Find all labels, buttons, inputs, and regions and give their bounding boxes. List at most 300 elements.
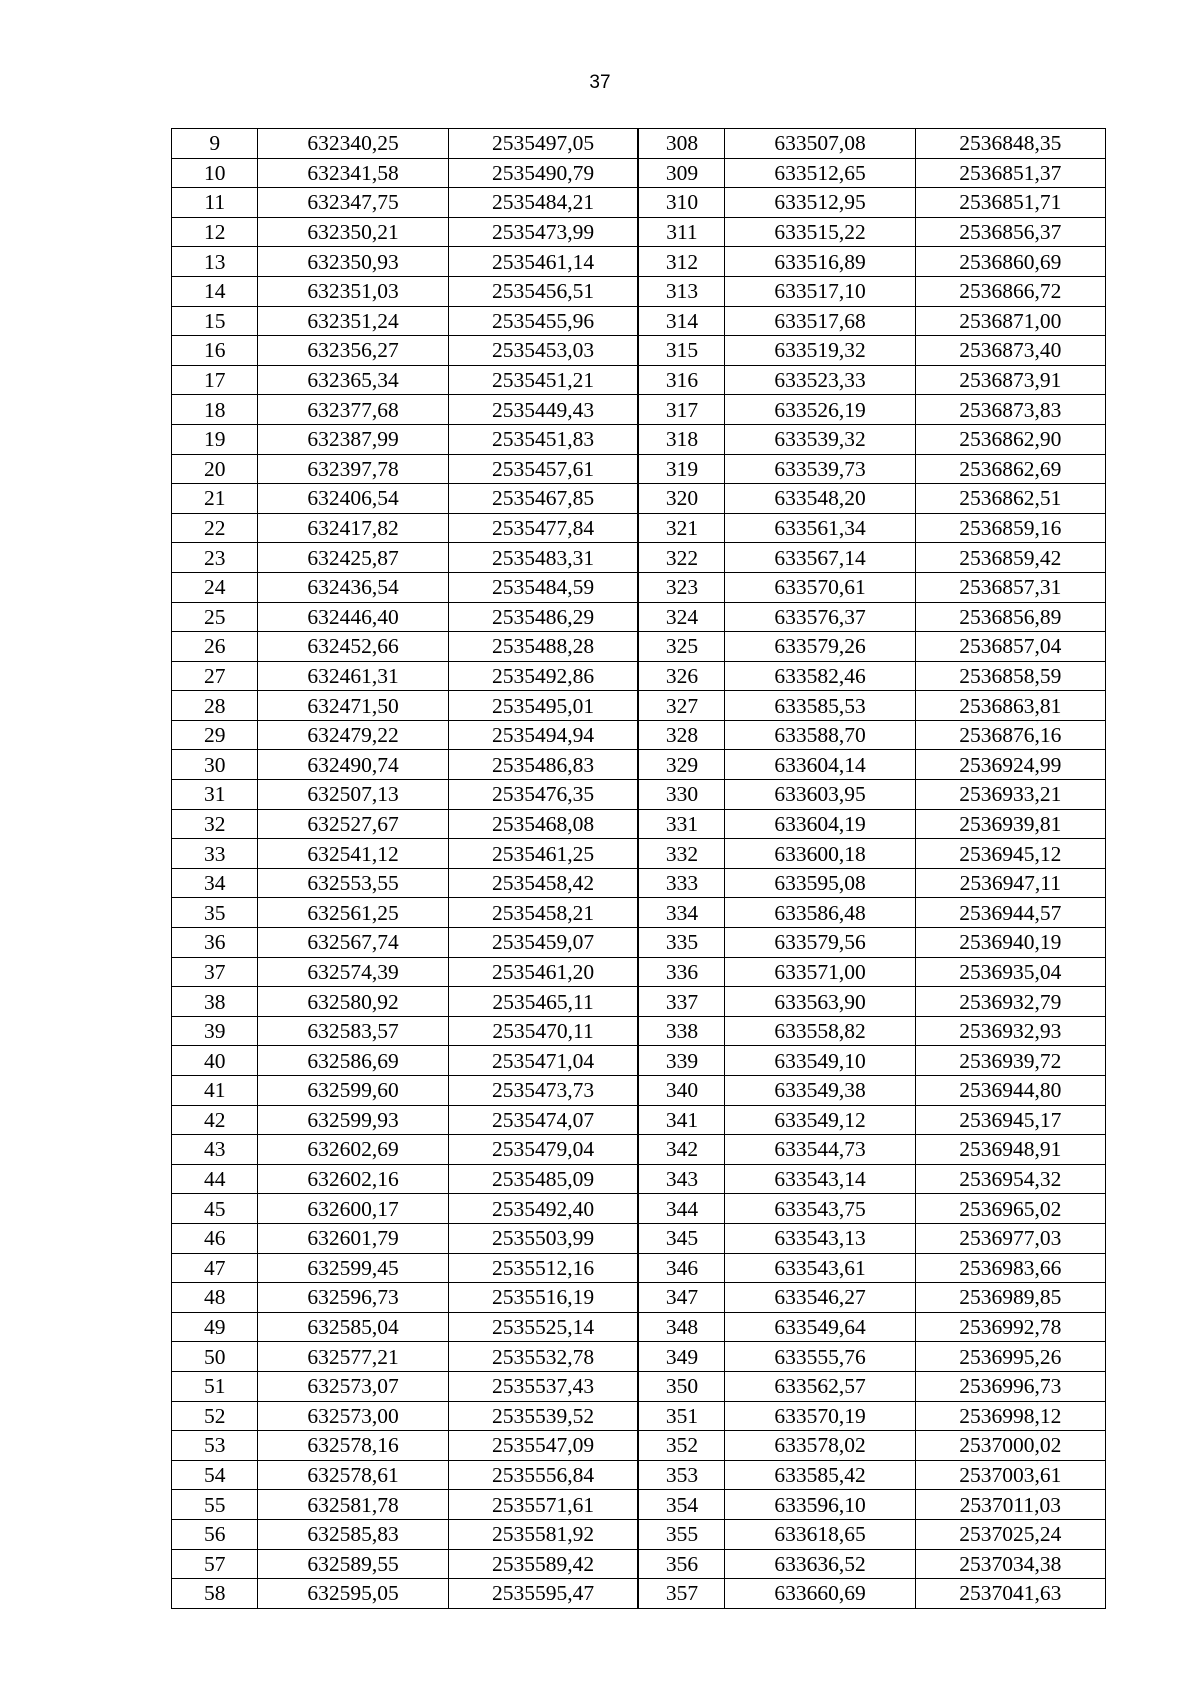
coord-y-right-cell: 2536873,91	[915, 365, 1105, 395]
coord-y-left-cell: 2535488,28	[448, 632, 638, 662]
coord-x-right-cell: 633562,57	[725, 1371, 915, 1401]
coord-y-left-cell: 2535503,99	[448, 1223, 638, 1253]
coord-x-right-cell: 633578,02	[725, 1431, 915, 1461]
coord-x-left-cell: 632406,54	[258, 484, 448, 514]
coord-y-left-cell: 2535486,83	[448, 750, 638, 780]
coord-y-right-cell: 2536851,71	[915, 188, 1105, 218]
coord-x-right-cell: 633516,89	[725, 247, 915, 277]
coord-y-right-cell: 2536945,17	[915, 1105, 1105, 1135]
point-number-left-cell: 12	[172, 217, 258, 247]
coord-y-right-cell: 2536995,26	[915, 1342, 1105, 1372]
coord-y-left-cell: 2535461,20	[448, 957, 638, 987]
point-number-right-cell: 343	[638, 1164, 724, 1194]
table-row	[172, 1046, 1106, 1076]
table-row	[172, 898, 1106, 928]
point-number-right-cell: 350	[638, 1371, 724, 1401]
page-number: 37	[589, 72, 611, 93]
coord-y-right-cell: 2537000,02	[915, 1431, 1105, 1461]
coord-x-right-cell: 633526,19	[725, 395, 915, 425]
point-number-right-cell: 324	[638, 602, 724, 632]
coord-x-right-cell: 633579,56	[725, 928, 915, 958]
point-number-left-cell: 14	[172, 276, 258, 306]
coord-y-left-cell: 2535516,19	[448, 1283, 638, 1313]
point-number-left-cell: 42	[172, 1105, 258, 1135]
coord-y-right-cell: 2536947,11	[915, 868, 1105, 898]
point-number-right-cell: 312	[638, 247, 724, 277]
coord-x-left-cell: 632596,73	[258, 1283, 448, 1313]
point-number-right-cell: 330	[638, 780, 724, 810]
coord-x-right-cell: 633507,08	[725, 129, 915, 159]
coord-y-left-cell: 2535490,79	[448, 158, 638, 188]
point-number-right-cell: 347	[638, 1283, 724, 1313]
point-number-left-cell: 33	[172, 839, 258, 869]
coord-x-right-cell: 633555,76	[725, 1342, 915, 1372]
coord-x-left-cell: 632425,87	[258, 543, 448, 573]
coord-y-right-cell: 2536860,69	[915, 247, 1105, 277]
coord-y-left-cell: 2535556,84	[448, 1460, 638, 1490]
table-row	[172, 1312, 1106, 1342]
table-row	[172, 1223, 1106, 1253]
coord-x-left-cell: 632507,13	[258, 780, 448, 810]
point-number-left-cell: 40	[172, 1046, 258, 1076]
coord-y-right-cell: 2536862,69	[915, 454, 1105, 484]
coord-y-right-cell: 2537003,61	[915, 1460, 1105, 1490]
table-row	[172, 484, 1106, 514]
coord-x-left-cell: 632599,93	[258, 1105, 448, 1135]
table-row	[172, 217, 1106, 247]
table-row	[172, 513, 1106, 543]
coord-y-right-cell: 2537041,63	[915, 1579, 1105, 1609]
table-row	[172, 1549, 1106, 1579]
point-number-left-cell: 23	[172, 543, 258, 573]
table-row	[172, 1460, 1106, 1490]
coord-x-left-cell: 632580,92	[258, 987, 448, 1017]
coord-y-right-cell: 2536856,37	[915, 217, 1105, 247]
point-number-right-cell: 309	[638, 158, 724, 188]
coord-x-left-cell: 632599,45	[258, 1253, 448, 1283]
table-row	[172, 1371, 1106, 1401]
point-number-right-cell: 342	[638, 1135, 724, 1165]
point-number-right-cell: 348	[638, 1312, 724, 1342]
table-row	[172, 632, 1106, 662]
point-number-left-cell: 39	[172, 1016, 258, 1046]
point-number-left-cell: 56	[172, 1519, 258, 1549]
table-row	[172, 780, 1106, 810]
coord-x-left-cell: 632561,25	[258, 898, 448, 928]
table-row	[172, 306, 1106, 336]
coord-x-right-cell: 633539,32	[725, 424, 915, 454]
coord-y-right-cell: 2536851,37	[915, 158, 1105, 188]
coord-y-left-cell: 2535455,96	[448, 306, 638, 336]
table-row	[172, 868, 1106, 898]
coord-y-left-cell: 2535486,29	[448, 602, 638, 632]
point-number-right-cell: 351	[638, 1401, 724, 1431]
point-number-right-cell: 308	[638, 129, 724, 159]
table-row	[172, 750, 1106, 780]
coord-x-left-cell: 632602,16	[258, 1164, 448, 1194]
coord-x-left-cell: 632600,17	[258, 1194, 448, 1224]
coord-y-left-cell: 2535451,83	[448, 424, 638, 454]
point-number-right-cell: 338	[638, 1016, 724, 1046]
coord-y-left-cell: 2535497,05	[448, 129, 638, 159]
coord-y-right-cell: 2536858,59	[915, 661, 1105, 691]
coord-y-right-cell: 2536939,72	[915, 1046, 1105, 1076]
coord-x-left-cell: 632577,21	[258, 1342, 448, 1372]
coord-y-left-cell: 2535473,99	[448, 217, 638, 247]
coord-x-right-cell: 633549,38	[725, 1076, 915, 1106]
coord-y-left-cell: 2535484,21	[448, 188, 638, 218]
point-number-left-cell: 53	[172, 1431, 258, 1461]
coord-y-right-cell: 2536871,00	[915, 306, 1105, 336]
coord-y-right-cell: 2536933,21	[915, 780, 1105, 810]
table-row	[172, 424, 1106, 454]
point-number-right-cell: 328	[638, 720, 724, 750]
coord-x-left-cell: 632527,67	[258, 809, 448, 839]
point-number-left-cell: 20	[172, 454, 258, 484]
coord-x-right-cell: 633512,65	[725, 158, 915, 188]
coord-x-right-cell: 633618,65	[725, 1519, 915, 1549]
point-number-left-cell: 47	[172, 1253, 258, 1283]
coord-y-left-cell: 2535456,51	[448, 276, 638, 306]
coord-x-left-cell: 632436,54	[258, 572, 448, 602]
coord-x-left-cell: 632585,83	[258, 1519, 448, 1549]
coord-y-left-cell: 2535468,08	[448, 809, 638, 839]
coord-x-left-cell: 632541,12	[258, 839, 448, 869]
point-number-left-cell: 19	[172, 424, 258, 454]
point-number-left-cell: 36	[172, 928, 258, 958]
point-number-left-cell: 10	[172, 158, 258, 188]
coord-x-left-cell: 632583,57	[258, 1016, 448, 1046]
coord-x-left-cell: 632341,58	[258, 158, 448, 188]
coord-x-right-cell: 633558,82	[725, 1016, 915, 1046]
table-row	[172, 661, 1106, 691]
table-row	[172, 1579, 1106, 1609]
table-row	[172, 1164, 1106, 1194]
coord-x-right-cell: 633523,33	[725, 365, 915, 395]
coord-y-left-cell: 2535459,07	[448, 928, 638, 958]
point-number-left-cell: 32	[172, 809, 258, 839]
point-number-right-cell: 316	[638, 365, 724, 395]
coord-x-right-cell: 633600,18	[725, 839, 915, 869]
table-row	[172, 395, 1106, 425]
table-row	[172, 1519, 1106, 1549]
coord-y-left-cell: 2535589,42	[448, 1549, 638, 1579]
table-row	[172, 957, 1106, 987]
coord-x-left-cell: 632461,31	[258, 661, 448, 691]
point-number-left-cell: 49	[172, 1312, 258, 1342]
table-row	[172, 336, 1106, 366]
coord-x-right-cell: 633544,73	[725, 1135, 915, 1165]
point-number-left-cell: 29	[172, 720, 258, 750]
coordinates-table-body	[172, 129, 1106, 1609]
point-number-right-cell: 345	[638, 1223, 724, 1253]
table-row	[172, 1016, 1106, 1046]
coord-y-left-cell: 2535449,43	[448, 395, 638, 425]
point-number-left-cell: 50	[172, 1342, 258, 1372]
coord-x-right-cell: 633585,53	[725, 691, 915, 721]
point-number-left-cell: 21	[172, 484, 258, 514]
point-number-left-cell: 41	[172, 1076, 258, 1106]
table-row	[172, 129, 1106, 159]
table-row	[172, 158, 1106, 188]
coord-x-left-cell: 632490,74	[258, 750, 448, 780]
coord-y-right-cell: 2536857,31	[915, 572, 1105, 602]
coord-y-left-cell: 2535477,84	[448, 513, 638, 543]
point-number-left-cell: 24	[172, 572, 258, 602]
coord-x-left-cell: 632356,27	[258, 336, 448, 366]
coord-y-left-cell: 2535474,07	[448, 1105, 638, 1135]
coord-y-left-cell: 2535537,43	[448, 1371, 638, 1401]
point-number-left-cell: 31	[172, 780, 258, 810]
point-number-left-cell: 48	[172, 1283, 258, 1313]
coord-y-right-cell: 2536848,35	[915, 129, 1105, 159]
coord-x-right-cell: 633567,14	[725, 543, 915, 573]
point-number-right-cell: 352	[638, 1431, 724, 1461]
coord-y-right-cell: 2536989,85	[915, 1283, 1105, 1313]
table-row	[172, 247, 1106, 277]
point-number-right-cell: 321	[638, 513, 724, 543]
coord-y-right-cell: 2536996,73	[915, 1371, 1105, 1401]
coord-y-right-cell: 2536939,81	[915, 809, 1105, 839]
coord-x-left-cell: 632347,75	[258, 188, 448, 218]
coord-x-left-cell: 632602,69	[258, 1135, 448, 1165]
point-number-left-cell: 52	[172, 1401, 258, 1431]
coord-y-left-cell: 2535483,31	[448, 543, 638, 573]
point-number-right-cell: 317	[638, 395, 724, 425]
point-number-right-cell: 315	[638, 336, 724, 366]
coord-x-left-cell: 632573,00	[258, 1401, 448, 1431]
coordinates-table	[171, 128, 1106, 1609]
point-number-right-cell: 320	[638, 484, 724, 514]
point-number-left-cell: 43	[172, 1135, 258, 1165]
point-number-left-cell: 44	[172, 1164, 258, 1194]
point-number-right-cell: 310	[638, 188, 724, 218]
coord-x-right-cell: 633546,27	[725, 1283, 915, 1313]
coord-y-left-cell: 2535471,04	[448, 1046, 638, 1076]
point-number-right-cell: 346	[638, 1253, 724, 1283]
point-number-right-cell: 337	[638, 987, 724, 1017]
point-number-left-cell: 11	[172, 188, 258, 218]
coord-x-left-cell: 632351,03	[258, 276, 448, 306]
coord-x-right-cell: 633603,95	[725, 780, 915, 810]
point-number-left-cell: 16	[172, 336, 258, 366]
coord-y-right-cell: 2536940,19	[915, 928, 1105, 958]
coord-y-left-cell: 2535485,09	[448, 1164, 638, 1194]
coord-y-left-cell: 2535451,21	[448, 365, 638, 395]
coord-x-right-cell: 633561,34	[725, 513, 915, 543]
point-number-left-cell: 58	[172, 1579, 258, 1609]
table-row	[172, 928, 1106, 958]
coord-x-right-cell: 633517,10	[725, 276, 915, 306]
coord-y-right-cell: 2536856,89	[915, 602, 1105, 632]
coord-x-right-cell: 633660,69	[725, 1579, 915, 1609]
point-number-right-cell: 326	[638, 661, 724, 691]
coord-y-left-cell: 2535595,47	[448, 1579, 638, 1609]
coord-x-left-cell: 632397,78	[258, 454, 448, 484]
point-number-right-cell: 322	[638, 543, 724, 573]
coord-y-left-cell: 2535547,09	[448, 1431, 638, 1461]
table-row	[172, 1194, 1106, 1224]
table-row	[172, 1342, 1106, 1372]
point-number-right-cell: 357	[638, 1579, 724, 1609]
point-number-right-cell: 325	[638, 632, 724, 662]
coord-y-right-cell: 2536863,81	[915, 691, 1105, 721]
coord-x-left-cell: 632585,04	[258, 1312, 448, 1342]
point-number-right-cell: 331	[638, 809, 724, 839]
coord-y-right-cell: 2536977,03	[915, 1223, 1105, 1253]
coord-y-right-cell: 2536859,16	[915, 513, 1105, 543]
coord-y-left-cell: 2535465,11	[448, 987, 638, 1017]
coord-y-left-cell: 2535476,35	[448, 780, 638, 810]
point-number-left-cell: 57	[172, 1549, 258, 1579]
coord-y-left-cell: 2535458,21	[448, 898, 638, 928]
coord-y-right-cell: 2536862,90	[915, 424, 1105, 454]
coord-x-left-cell: 632377,68	[258, 395, 448, 425]
coord-x-right-cell: 633570,19	[725, 1401, 915, 1431]
table-row	[172, 454, 1106, 484]
coord-y-right-cell: 2536873,40	[915, 336, 1105, 366]
coord-x-left-cell: 632567,74	[258, 928, 448, 958]
coord-y-left-cell: 2535539,52	[448, 1401, 638, 1431]
coord-y-right-cell: 2536859,42	[915, 543, 1105, 573]
coord-x-right-cell: 633549,10	[725, 1046, 915, 1076]
table-row	[172, 809, 1106, 839]
point-number-left-cell: 22	[172, 513, 258, 543]
coord-y-left-cell: 2535525,14	[448, 1312, 638, 1342]
coord-y-right-cell: 2536932,79	[915, 987, 1105, 1017]
point-number-left-cell: 9	[172, 129, 258, 159]
coord-y-left-cell: 2535571,61	[448, 1490, 638, 1520]
coord-x-right-cell: 633604,19	[725, 809, 915, 839]
table-row	[172, 1105, 1106, 1135]
coord-y-left-cell: 2535581,92	[448, 1519, 638, 1549]
coord-x-right-cell: 633515,22	[725, 217, 915, 247]
coord-x-left-cell: 632350,21	[258, 217, 448, 247]
table-row	[172, 276, 1106, 306]
coord-y-right-cell: 2536873,83	[915, 395, 1105, 425]
coord-x-right-cell: 633563,90	[725, 987, 915, 1017]
coord-x-right-cell: 633543,14	[725, 1164, 915, 1194]
table-row	[172, 987, 1106, 1017]
coord-x-left-cell: 632573,07	[258, 1371, 448, 1401]
coord-y-right-cell: 2536932,93	[915, 1016, 1105, 1046]
coord-y-right-cell: 2537025,24	[915, 1519, 1105, 1549]
point-number-right-cell: 355	[638, 1519, 724, 1549]
coord-y-right-cell: 2536998,12	[915, 1401, 1105, 1431]
point-number-right-cell: 349	[638, 1342, 724, 1372]
point-number-left-cell: 26	[172, 632, 258, 662]
point-number-left-cell: 37	[172, 957, 258, 987]
table-row	[172, 188, 1106, 218]
point-number-right-cell: 339	[638, 1046, 724, 1076]
coord-x-right-cell: 633549,64	[725, 1312, 915, 1342]
coord-x-left-cell: 632578,61	[258, 1460, 448, 1490]
table-row	[172, 1283, 1106, 1313]
coord-x-left-cell: 632586,69	[258, 1046, 448, 1076]
point-number-left-cell: 25	[172, 602, 258, 632]
coord-x-right-cell: 633548,20	[725, 484, 915, 514]
coord-y-right-cell: 2536948,91	[915, 1135, 1105, 1165]
coord-x-left-cell: 632446,40	[258, 602, 448, 632]
point-number-right-cell: 313	[638, 276, 724, 306]
coord-y-right-cell: 2536944,80	[915, 1076, 1105, 1106]
table-row	[172, 1431, 1106, 1461]
coord-y-left-cell: 2535461,14	[448, 247, 638, 277]
coord-x-right-cell: 633570,61	[725, 572, 915, 602]
coord-x-right-cell: 633604,14	[725, 750, 915, 780]
point-number-right-cell: 327	[638, 691, 724, 721]
point-number-right-cell: 335	[638, 928, 724, 958]
coord-x-right-cell: 633585,42	[725, 1460, 915, 1490]
point-number-left-cell: 55	[172, 1490, 258, 1520]
coord-y-right-cell: 2536983,66	[915, 1253, 1105, 1283]
coord-x-right-cell: 633636,52	[725, 1549, 915, 1579]
coord-y-right-cell: 2537034,38	[915, 1549, 1105, 1579]
coord-x-left-cell: 632452,66	[258, 632, 448, 662]
point-number-left-cell: 35	[172, 898, 258, 928]
table-row	[172, 720, 1106, 750]
coord-x-right-cell: 633517,68	[725, 306, 915, 336]
point-number-right-cell: 314	[638, 306, 724, 336]
point-number-left-cell: 13	[172, 247, 258, 277]
table-row	[172, 1253, 1106, 1283]
coord-x-left-cell: 632350,93	[258, 247, 448, 277]
point-number-left-cell: 15	[172, 306, 258, 336]
point-number-left-cell: 34	[172, 868, 258, 898]
coord-y-right-cell: 2536992,78	[915, 1312, 1105, 1342]
coord-x-right-cell: 633596,10	[725, 1490, 915, 1520]
point-number-right-cell: 323	[638, 572, 724, 602]
coord-x-left-cell: 632340,25	[258, 129, 448, 159]
table-row	[172, 691, 1106, 721]
coord-x-left-cell: 632595,05	[258, 1579, 448, 1609]
point-number-left-cell: 27	[172, 661, 258, 691]
coord-y-right-cell: 2536924,99	[915, 750, 1105, 780]
coord-y-right-cell: 2536944,57	[915, 898, 1105, 928]
coord-y-right-cell: 2536876,16	[915, 720, 1105, 750]
coord-y-left-cell: 2535461,25	[448, 839, 638, 869]
coord-y-right-cell: 2536935,04	[915, 957, 1105, 987]
table-row	[172, 1490, 1106, 1520]
coord-x-left-cell: 632574,39	[258, 957, 448, 987]
coord-x-left-cell: 632351,24	[258, 306, 448, 336]
point-number-right-cell: 332	[638, 839, 724, 869]
coord-x-right-cell: 633588,70	[725, 720, 915, 750]
coord-y-left-cell: 2535453,03	[448, 336, 638, 366]
table-row	[172, 543, 1106, 573]
point-number-left-cell: 17	[172, 365, 258, 395]
point-number-left-cell: 30	[172, 750, 258, 780]
coord-x-right-cell: 633543,61	[725, 1253, 915, 1283]
coord-x-left-cell: 632365,34	[258, 365, 448, 395]
coord-x-right-cell: 633582,46	[725, 661, 915, 691]
point-number-right-cell: 333	[638, 868, 724, 898]
coord-y-left-cell: 2535479,04	[448, 1135, 638, 1165]
coord-x-left-cell: 632601,79	[258, 1223, 448, 1253]
coord-x-left-cell: 632599,60	[258, 1076, 448, 1106]
coord-y-left-cell: 2535494,94	[448, 720, 638, 750]
table-row	[172, 602, 1106, 632]
point-number-right-cell: 311	[638, 217, 724, 247]
coord-x-left-cell: 632479,22	[258, 720, 448, 750]
coord-x-right-cell: 633512,95	[725, 188, 915, 218]
coord-x-right-cell: 633543,13	[725, 1223, 915, 1253]
coord-x-right-cell: 633519,32	[725, 336, 915, 366]
point-number-right-cell: 356	[638, 1549, 724, 1579]
coord-y-left-cell: 2535473,73	[448, 1076, 638, 1106]
coord-y-right-cell: 2537011,03	[915, 1490, 1105, 1520]
coord-y-right-cell: 2536857,04	[915, 632, 1105, 662]
